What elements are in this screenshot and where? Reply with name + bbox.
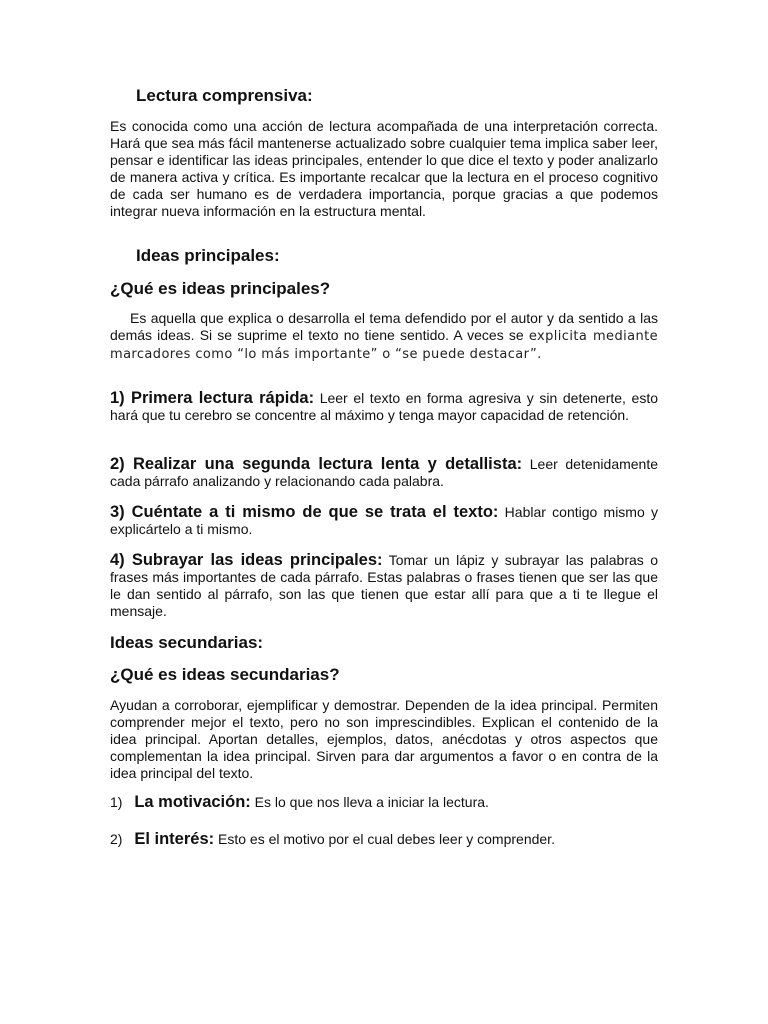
factor-1-block [110,794,658,811]
lectura-paragraph-block [110,118,658,220]
secundarias-heading-block [110,633,658,653]
factor-2-paragraph [110,831,658,848]
step-2-block [110,456,658,490]
step-4-lead: 4) Subrayar las ideas principales: [110,551,383,569]
lectura-heading-block [110,86,684,106]
step-1-block [110,390,658,424]
factor-1-text: Es lo que nos lleva a iniciar la lectura. [254,794,489,810]
que-es-ideas-principales-title: ¿Qué es ideas principales? [110,279,331,298]
que-principales-heading-block [110,279,658,299]
step-4-block [110,552,658,620]
lectura-comprensiva-paragraph: Es conocida como una acción de lectura acompañada de una interpretación correcta. Hará que sea más fácil mantenerse actualizado sobre cualquier tema implica saber leer, pensar e identificar las ideas principales, entender lo que dice el texto y poder analizarlo de manera activa y crítica. Es importante recalcar que la lectura en el proceso cognitivo de cada ser humano es de verdadera importancia, porque gracias a que podemos integrar nueva información en la estructura mental. [110,118,658,219]
factor-2-lead: El interés: [134,830,215,848]
factor-1-lead: La motivación: [134,793,251,811]
step-2-text: Leer detenidamente cada párrafo analizando y relacionando cada palabra. [110,456,659,489]
step-4-paragraph [110,552,658,620]
que-secundarias-heading-block [110,665,658,685]
step-1-text: Leer el texto en forma agresiva y sin detenerte, esto hará que tu cerebro se concentre al máximo y tenga mayor capacidad de retención. [110,390,658,423]
factor-1-number: 1) [110,794,123,810]
principales-paragraph-block [110,310,658,363]
factor-1-paragraph [110,794,658,811]
ideas-secundarias-paragraph: Ayudan a corroborar, ejemplificar y demostrar. Dependen de la idea principal. Permiten comprender mejor el texto, pero no son imprescindibles. Explican el contenido de la idea principal. Aportan detalles, ejemplos, datos, anécdotas y otros aspectos que complementan la idea principal. Sirven para dar argumentos a favor o en contra de la idea principal del texto. [110,697,658,781]
step-3-block [110,504,658,538]
step-4-text: Tomar un lápiz y subrayar las palabras o frases más importantes de cada párrafo. Estas palabras o frases tienen que ser las que le dan sentido al párrafo, son las que tienen que estar allí para que a ti te llegue el mensaje. [110,552,658,619]
step-3-text: Hablar contigo mismo y explicártelo a ti mismo. [110,504,658,537]
step-3-lead: 3) Cuéntate a ti mismo de que se trata el texto: [110,503,499,521]
factor-2-text: Esto es el motivo por el cual debes leer y comprender. [218,831,555,847]
secundarias-paragraph-block [110,697,658,782]
que-es-ideas-secundarias-title: ¿Qué es ideas secundarias? [110,665,340,684]
ideas-secundarias-title: Ideas secundarias: [110,633,264,652]
ideas-principales-title: Ideas principales: [136,246,280,265]
ideas-principales-heading-block [110,246,684,266]
factor-2-block [110,831,658,848]
step-2-paragraph [110,456,658,490]
lectura-comprensiva-title: Lectura comprensiva: [136,86,313,105]
step-3-paragraph [110,504,658,538]
step-2-lead: 2) Realizar una segunda lectura lenta y detallista: [110,455,523,473]
step-1-paragraph [110,390,658,424]
ideas-principales-text: Es aquella que explica o desarrolla el tema defendido por el autor y da sentido a las demás ideas. Si se suprime el texto no tiene sentido. A veces se [110,310,658,343]
step-1-lead: 1) Primera lectura rápida: [110,389,315,407]
factor-2-number: 2) [110,831,123,847]
ideas-principales-paragraph [110,310,658,363]
ideas-principales-note: explicita mediante marcadores como “lo más importante” o “se puede destacar”. [110,329,659,362]
